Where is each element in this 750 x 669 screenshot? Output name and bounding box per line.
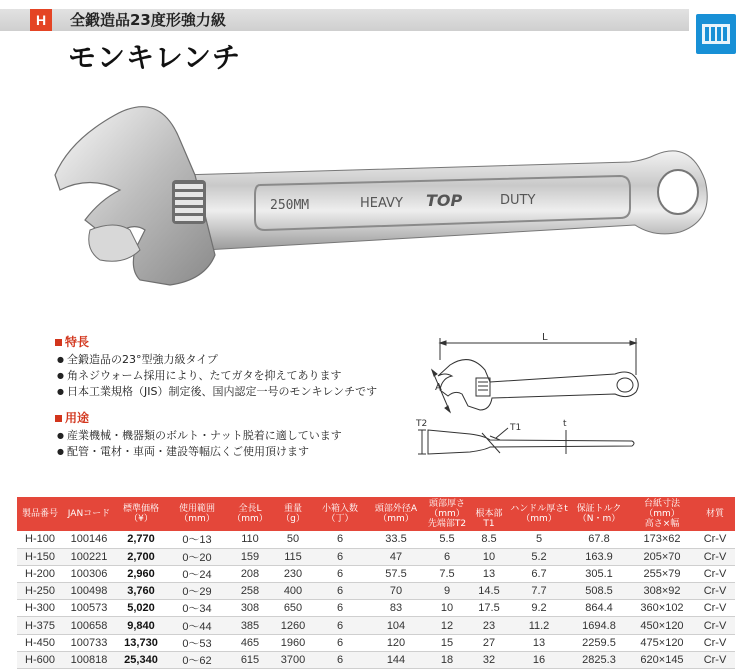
dimension-diagram <box>410 330 650 480</box>
table-cell: 100146 <box>63 531 115 548</box>
table-cell: 16 <box>509 651 569 668</box>
col-header: 小箱入数 （丁） <box>313 497 367 531</box>
table-cell: 0〜44 <box>167 617 227 634</box>
table-row <box>17 583 735 600</box>
table-cell: 100573 <box>63 600 115 617</box>
table-cell: H-300 <box>17 600 63 617</box>
table-row <box>17 600 735 617</box>
table-cell: 5.5 <box>425 531 469 548</box>
table-cell: 2,770 <box>115 531 167 548</box>
table-cell: 104 <box>367 617 425 634</box>
table-cell: 0〜53 <box>167 634 227 651</box>
table-cell: 305.1 <box>569 565 629 582</box>
table-cell: 10 <box>425 600 469 617</box>
table-cell: H-200 <box>17 565 63 582</box>
features-heading: 特長 <box>55 333 89 350</box>
table-cell: Cr-V <box>695 600 735 617</box>
table-cell: 100658 <box>63 617 115 634</box>
table-cell: 10 <box>469 548 509 565</box>
table-cell: 1960 <box>273 634 313 651</box>
table-cell: 0〜62 <box>167 651 227 668</box>
table-header-row <box>17 497 735 531</box>
table-row <box>17 617 735 634</box>
table-cell: 13 <box>509 634 569 651</box>
spec-table <box>17 497 735 669</box>
feature-item: ● 角ネジウォーム採用により、たてガタを抑えてあります <box>57 367 342 383</box>
table-cell: 258 <box>227 583 273 600</box>
product-photo <box>30 80 720 330</box>
engraving-brand: TOP <box>426 191 463 210</box>
table-cell: 12 <box>425 617 469 634</box>
page-title: モンキレンチ <box>68 41 242 74</box>
table-cell: 11.2 <box>509 617 569 634</box>
table-cell: 508.5 <box>569 583 629 600</box>
col-header: 頭部厚さ（mm） 先端部T2 <box>425 497 469 531</box>
table-cell: 27 <box>469 634 509 651</box>
table-cell: Cr-V <box>695 651 735 668</box>
table-cell: 5.2 <box>509 548 569 565</box>
table-cell: 2,700 <box>115 548 167 565</box>
table-cell: 13,730 <box>115 634 167 651</box>
table-cell: 115 <box>273 548 313 565</box>
table-cell: 6 <box>313 634 367 651</box>
table-cell: 100733 <box>63 634 115 651</box>
label-A: A <box>435 382 442 393</box>
table-cell: 18 <box>425 651 469 668</box>
table-row <box>17 531 735 548</box>
col-header: ハンドル厚さt （mm） <box>509 497 569 531</box>
table-cell: 120 <box>367 634 425 651</box>
category-badge: H <box>30 9 52 31</box>
table-cell: 13 <box>469 565 509 582</box>
table-cell: 400 <box>273 583 313 600</box>
table-cell: 6 <box>425 548 469 565</box>
col-header: 全長L （mm） <box>227 497 273 531</box>
table-cell: H-150 <box>17 548 63 565</box>
feature-item: ● 全鍛造品の23°型強力級タイプ <box>57 351 218 367</box>
table-cell: 450×120 <box>629 617 695 634</box>
table-cell: 14.5 <box>469 583 509 600</box>
table-cell: Cr-V <box>695 617 735 634</box>
table-row <box>17 651 735 668</box>
table-cell: 83 <box>367 600 425 617</box>
table-cell: 9,840 <box>115 617 167 634</box>
table-cell: 47 <box>367 548 425 565</box>
use-item: ● 産業機械・機器類のボルト・ナット脱着に適しています <box>57 427 342 443</box>
table-cell: 0〜34 <box>167 600 227 617</box>
table-cell: 100818 <box>63 651 115 668</box>
table-cell: 5,020 <box>115 600 167 617</box>
table-cell: 6 <box>313 600 367 617</box>
label-T2: T2 <box>416 419 428 429</box>
table-cell: 308 <box>227 600 273 617</box>
table-cell: 864.4 <box>569 600 629 617</box>
table-cell: 6 <box>313 565 367 582</box>
col-header: 使用範囲 （mm） <box>167 497 227 531</box>
table-cell: 6 <box>313 651 367 668</box>
table-cell: Cr-V <box>695 531 735 548</box>
table-cell: 67.8 <box>569 531 629 548</box>
table-cell: Cr-V <box>695 583 735 600</box>
col-header: 頭部外径A （mm） <box>367 497 425 531</box>
table-cell: 15 <box>425 634 469 651</box>
header-band <box>0 9 689 31</box>
table-cell: 9 <box>425 583 469 600</box>
col-header: 台紙寸法（mm） 高さ×幅 <box>629 497 695 531</box>
table-cell: 0〜24 <box>167 565 227 582</box>
table-cell: 620×145 <box>629 651 695 668</box>
table-cell: 465 <box>227 634 273 651</box>
table-cell: Cr-V <box>695 634 735 651</box>
table-cell: 230 <box>273 565 313 582</box>
col-header: 標準価格 （¥） <box>115 497 167 531</box>
table-cell: H-375 <box>17 617 63 634</box>
col-header: JANコード <box>63 497 115 531</box>
table-cell: 208 <box>227 565 273 582</box>
table-cell: 9.2 <box>509 600 569 617</box>
engraving-right: DUTY <box>500 193 536 208</box>
table-cell: 110 <box>227 531 273 548</box>
table-cell: 159 <box>227 548 273 565</box>
table-row <box>17 548 735 565</box>
table-cell: 1260 <box>273 617 313 634</box>
table-cell: 23 <box>469 617 509 634</box>
table-cell: 2259.5 <box>569 634 629 651</box>
col-header: 保証トルク （N・m） <box>569 497 629 531</box>
table-cell: H-600 <box>17 651 63 668</box>
label-L: L <box>542 332 548 343</box>
table-cell: 1694.8 <box>569 617 629 634</box>
table-cell: 0〜29 <box>167 583 227 600</box>
table-cell: 173×62 <box>629 531 695 548</box>
table-cell: 308×92 <box>629 583 695 600</box>
table-cell: 205×70 <box>629 548 695 565</box>
uses-heading: 用途 <box>55 409 89 426</box>
table-cell: 70 <box>367 583 425 600</box>
table-cell: 0〜13 <box>167 531 227 548</box>
label-t: t <box>563 419 567 429</box>
table-cell: 360×102 <box>629 600 695 617</box>
table-cell: 475×120 <box>629 634 695 651</box>
table-cell: 25,340 <box>115 651 167 668</box>
table-cell: 144 <box>367 651 425 668</box>
table-row <box>17 565 735 582</box>
table-cell: 7.7 <box>509 583 569 600</box>
table-cell: 650 <box>273 600 313 617</box>
table-cell: 6 <box>313 617 367 634</box>
table-cell: 57.5 <box>367 565 425 582</box>
table-cell: H-250 <box>17 583 63 600</box>
category-title: 全鍛造品23度形強力級 <box>70 11 226 29</box>
label-T1: T1 <box>510 423 522 433</box>
table-row <box>17 634 735 651</box>
table-cell: 6.7 <box>509 565 569 582</box>
table-cell: 8.5 <box>469 531 509 548</box>
table-cell: 6 <box>313 548 367 565</box>
table-cell: 5 <box>509 531 569 548</box>
table-cell: 6 <box>313 583 367 600</box>
table-cell: 2825.3 <box>569 651 629 668</box>
feature-item: ● 日本工業規格（JIS）制定後、国内認定一号のモンキレンチです <box>57 383 377 399</box>
table-cell: 100221 <box>63 548 115 565</box>
table-cell: 6 <box>313 531 367 548</box>
col-header: 製品番号 <box>17 497 63 531</box>
col-header: 根本部T1 <box>469 497 509 531</box>
table-cell: 50 <box>273 531 313 548</box>
engraving-left: HEAVY <box>360 196 403 211</box>
table-cell: 32 <box>469 651 509 668</box>
table-cell: 17.5 <box>469 600 509 617</box>
table-cell: H-450 <box>17 634 63 651</box>
engraving-size: 250MM <box>270 198 310 213</box>
table-cell: 3700 <box>273 651 313 668</box>
table-cell: 100498 <box>63 583 115 600</box>
table-cell: H-100 <box>17 531 63 548</box>
table-cell: 2,960 <box>115 565 167 582</box>
table-cell: 3,760 <box>115 583 167 600</box>
table-cell: 385 <box>227 617 273 634</box>
table-cell: Cr-V <box>695 548 735 565</box>
table-cell: 0〜20 <box>167 548 227 565</box>
table-cell: 100306 <box>63 565 115 582</box>
table-cell: Cr-V <box>695 565 735 582</box>
col-header: 重量 （g） <box>273 497 313 531</box>
brand-logo-icon <box>696 14 736 54</box>
table-cell: 7.5 <box>425 565 469 582</box>
table-cell: 163.9 <box>569 548 629 565</box>
col-header: 材質 <box>695 497 735 531</box>
table-cell: 255×79 <box>629 565 695 582</box>
table-cell: 615 <box>227 651 273 668</box>
table-cell: 33.5 <box>367 531 425 548</box>
use-item: ● 配管・電材・車両・建設等幅広くご使用頂けます <box>57 443 309 459</box>
